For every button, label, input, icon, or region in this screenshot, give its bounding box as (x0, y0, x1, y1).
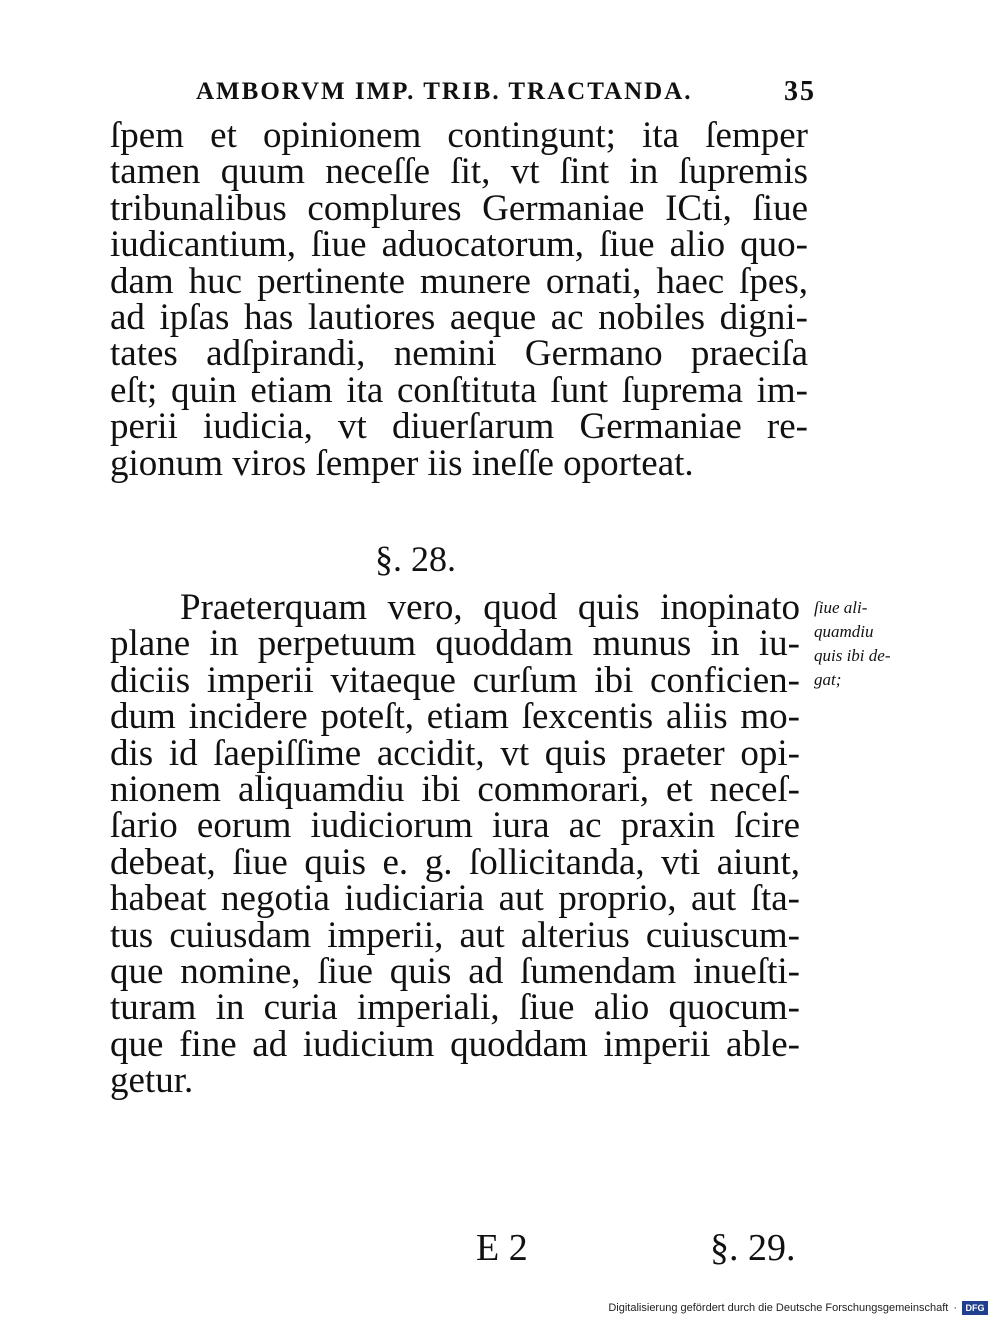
running-title: AMBORVM IMP. TRIB. TRACTANDA. (196, 78, 693, 105)
text-line: turam in curia imperiali, ſiue alio quocum- (110, 987, 800, 1029)
text-line: dum incidere poteſt, etiam ſexcentis aliis mo- (110, 696, 800, 738)
page-number: 35 (784, 76, 816, 107)
catchword: §. 29. (710, 1227, 796, 1269)
text-line: debeat, ſiue quis e. g. ſollicitanda, vti aiunt, (110, 841, 800, 883)
section-heading: §. 28. (375, 539, 456, 579)
digitization-credit (608, 1298, 988, 1318)
text-line: diciis imperii vitaeque curſum ibi conficien- (110, 659, 800, 701)
paragraph-1 (110, 115, 808, 484)
text-line: gionum viros ſemper iis ineſſe oporteat. (110, 442, 694, 484)
running-header (190, 74, 820, 114)
text-line: que fine ad iudicium quoddam imperii able- (110, 1023, 800, 1065)
paragraph-2 (110, 587, 800, 1102)
text-line: getur. (110, 1060, 194, 1102)
text-line: tates adſpirandi, nemini Germano praeciſa (110, 333, 808, 375)
text-line: perii iudicia, vt diuerſarum Germaniae re- (110, 406, 808, 448)
text-line: habeat negotia iudiciaria aut proprio, aut ſta- (110, 878, 800, 920)
text-line: nionem aliquamdiu ibi commorari, et neceſ- (110, 768, 800, 810)
text-line: dis id ſaepiſſime accidit, vt quis praeter opi- (110, 732, 800, 774)
text-line: tamen quum neceſſe ſit, vt ſint in ſupremis (110, 151, 808, 193)
text-line: ad ipſas has lautiores aeque ac nobiles digni- (110, 296, 808, 338)
credit-separator: · (953, 1302, 957, 1314)
text-line: ſario eorum iudiciorum iura ac praxin ſcire (110, 805, 800, 847)
text-line: Praeterquam vero, quod quis inopinato (180, 587, 800, 628)
marginal-line: gat; (814, 670, 842, 689)
text-line: ſpem et opinionem contingunt; ita ſemper (110, 115, 808, 156)
text-line: plane in perpetuum quoddam munus in iu- (110, 623, 800, 665)
dfg-logo-icon: DFG (962, 1301, 988, 1315)
text-line: tribunalibus complures Germaniae ICti, ſiue (110, 187, 808, 229)
text-line: dam huc pertinente munere ornati, haec ſpes, (110, 260, 808, 302)
marginal-line: quamdiu (814, 622, 874, 641)
text-line: iudicantium, ſiue aduocatorum, ſiue alio quo- (110, 224, 808, 266)
credit-text: Digitalisierung gefördert durch die Deutsche Forschungsgemeinschaft (608, 1302, 949, 1314)
text-line: tus cuiusdam imperii, aut alterius cuiuscum- (110, 914, 800, 956)
marginal-note (814, 596, 944, 692)
signature-mark: E 2 (476, 1227, 528, 1269)
text-line: eſt; quin etiam ita conſtituta ſunt ſuprema im- (110, 369, 808, 411)
text-line: que nomine, ſiue quis ad ſumendam inueſti- (110, 950, 800, 992)
marginal-line: ſiue ali- (814, 598, 868, 617)
marginal-line: quis ibi de- (814, 646, 891, 665)
